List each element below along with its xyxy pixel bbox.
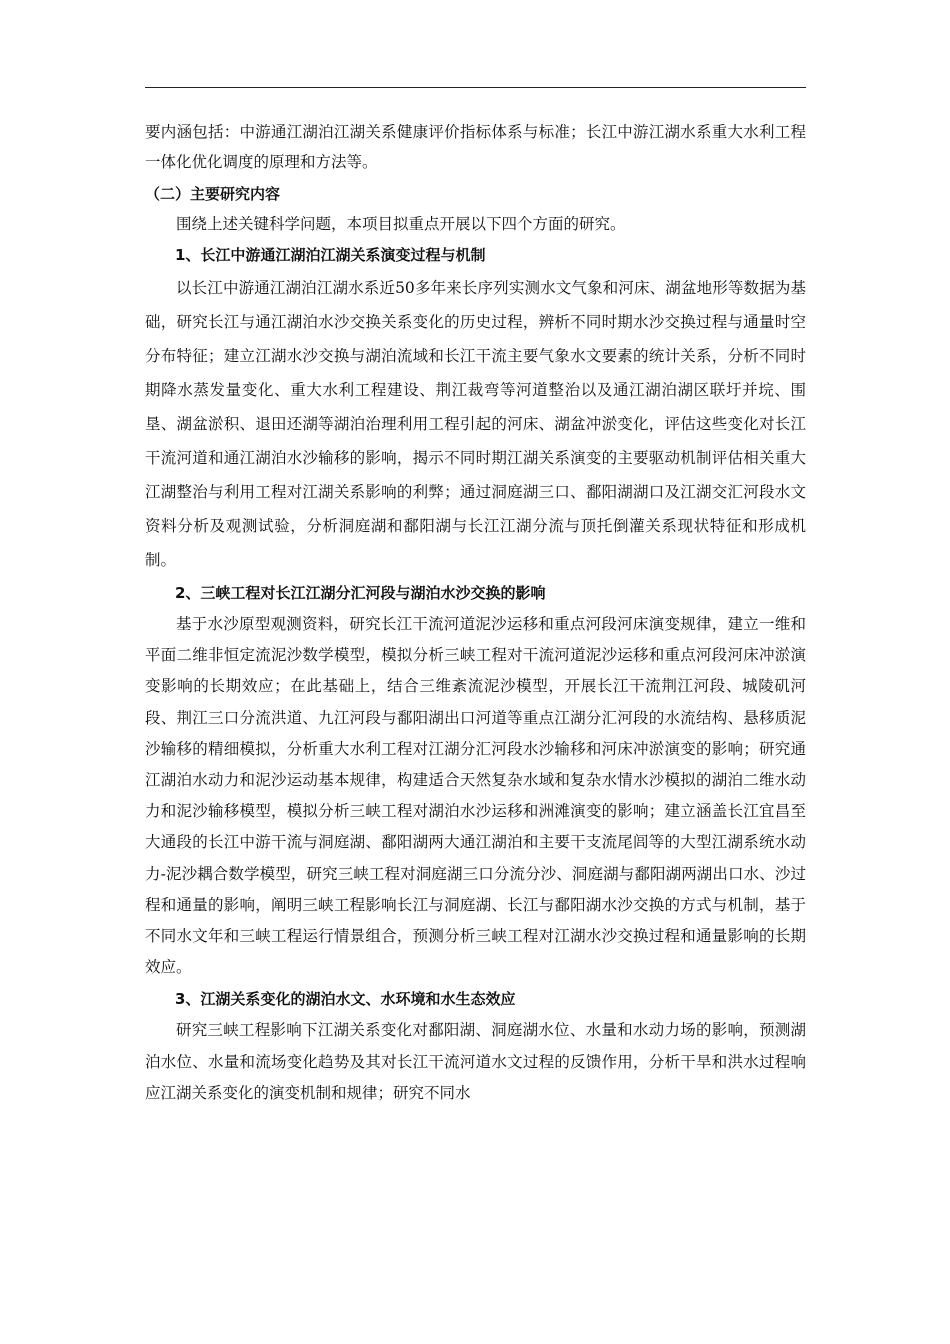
header-rule <box>145 87 806 88</box>
document-body <box>145 117 806 1109</box>
intro-paragraph: 要内涵包括：中游通江湖泊江湖关系健康评价指标体系与标准；长江中游江湖水系重大水利工程一体化优化调度的原理和方法等。 <box>145 123 806 171</box>
subsection-1-paragraph: 以长江中游通江湖泊江湖水系近50多年来长序列实测水文气象和河床、湖盆地形等数据为基础，研究长江与通江湖泊水沙交换关系变化的历史过程，辨析不同时期水沙交换过程与通量时空分布特征；建立江湖水沙交换与湖泊流域和长江干流主要气象水文要素的统计关系，分析不同时期降水蒸发量变化、重大水利工程建设、荆江裁弯等河道整治以及通江湖泊湖区联圩并垸、围垦、湖盆淤积、退田还湖等湖泊治理利用工程引起的河床、湖盆冲淤变化，评估这些变化对长江干流河道和通江湖泊水沙输移的影响，揭示不同时期江湖关系演变的主要驱动机制评估相关重大江湖整治与利用工程对江湖关系影响的利弊；通过洞庭湖三口、鄱阳湖湖口及江湖交汇河段水文资料分析及观测试验，分析洞庭湖和鄱阳湖与长江江湖分流与顶托倒灌关系现状特征和形成机制。 <box>145 279 806 569</box>
subsection-2-heading: 2、三峡工程对长江江湖分汇河段与湖泊水沙交换的影响 <box>175 584 546 602</box>
subsection-1-heading: 1、长江中游通江湖泊江湖关系演变过程与机制 <box>175 246 486 264</box>
section-intro: 围绕上述关键科学问题，本项目拟重点开展以下四个方面的研究。 <box>176 215 626 233</box>
section-heading: （二）主要研究内容 <box>145 185 281 203</box>
subsection-2-paragraph: 基于水沙原型观测资料，研究长江干流河道泥沙运移和重点河段河床演变规律，建立一维和平面二维非恒定流泥沙数学模型，模拟分析三峡工程对干流河道泥沙运移和重点河段河床冲淤演变影响的长期效应；在此基础上，结合三维紊流泥沙模型，开展长江干流荆江河段、城陵矶河段、荆江三口分流洪道、九江河段与鄱阳湖出口河道等重点江湖分汇河段的水流结构、悬移质泥沙输移的精细模拟，分析重大水利工程对江湖分汇河段水沙输移和河床冲淤演变的影响；研究通江湖泊水动力和泥沙运动基本规律，构建适合天然复杂水域和复杂水情水沙模拟的湖泊二维水动力和泥沙输移模型，模拟分析三峡工程对湖泊水沙运移和洲滩演变的影响；建立涵盖长江宜昌至大通段的长江中游干流与洞庭湖、鄱阳湖两大通江湖泊和主要干支流尾闾等的大型江湖系统水动力-泥沙耦合数学模型，研究三峡工程对洞庭湖三口分流分沙、洞庭湖与鄱阳湖两湖出口水、沙过程和通量的影响，阐明三峡工程影响长江与洞庭湖、长江与鄱阳湖水沙交换的方式与机制，基于不同水文年和三峡工程运行情景组合，预测分析三峡工程对江湖水沙交换过程和通量影响的长期效应。 <box>145 615 806 977</box>
subsection-3-heading: 3、江湖关系变化的湖泊水文、水环境和水生态效应 <box>175 990 516 1009</box>
subsection-3-paragraph: 研究三峡工程影响下江湖关系变化对鄱阳湖、洞庭湖水位、水量和水动力场的影响，预测湖泊水位、水量和流场变化趋势及其对长江干流河道水文过程的反馈作用，分析干旱和洪水过程响应江湖关系变化的演变机制和规律；研究不同水 <box>145 1021 806 1102</box>
